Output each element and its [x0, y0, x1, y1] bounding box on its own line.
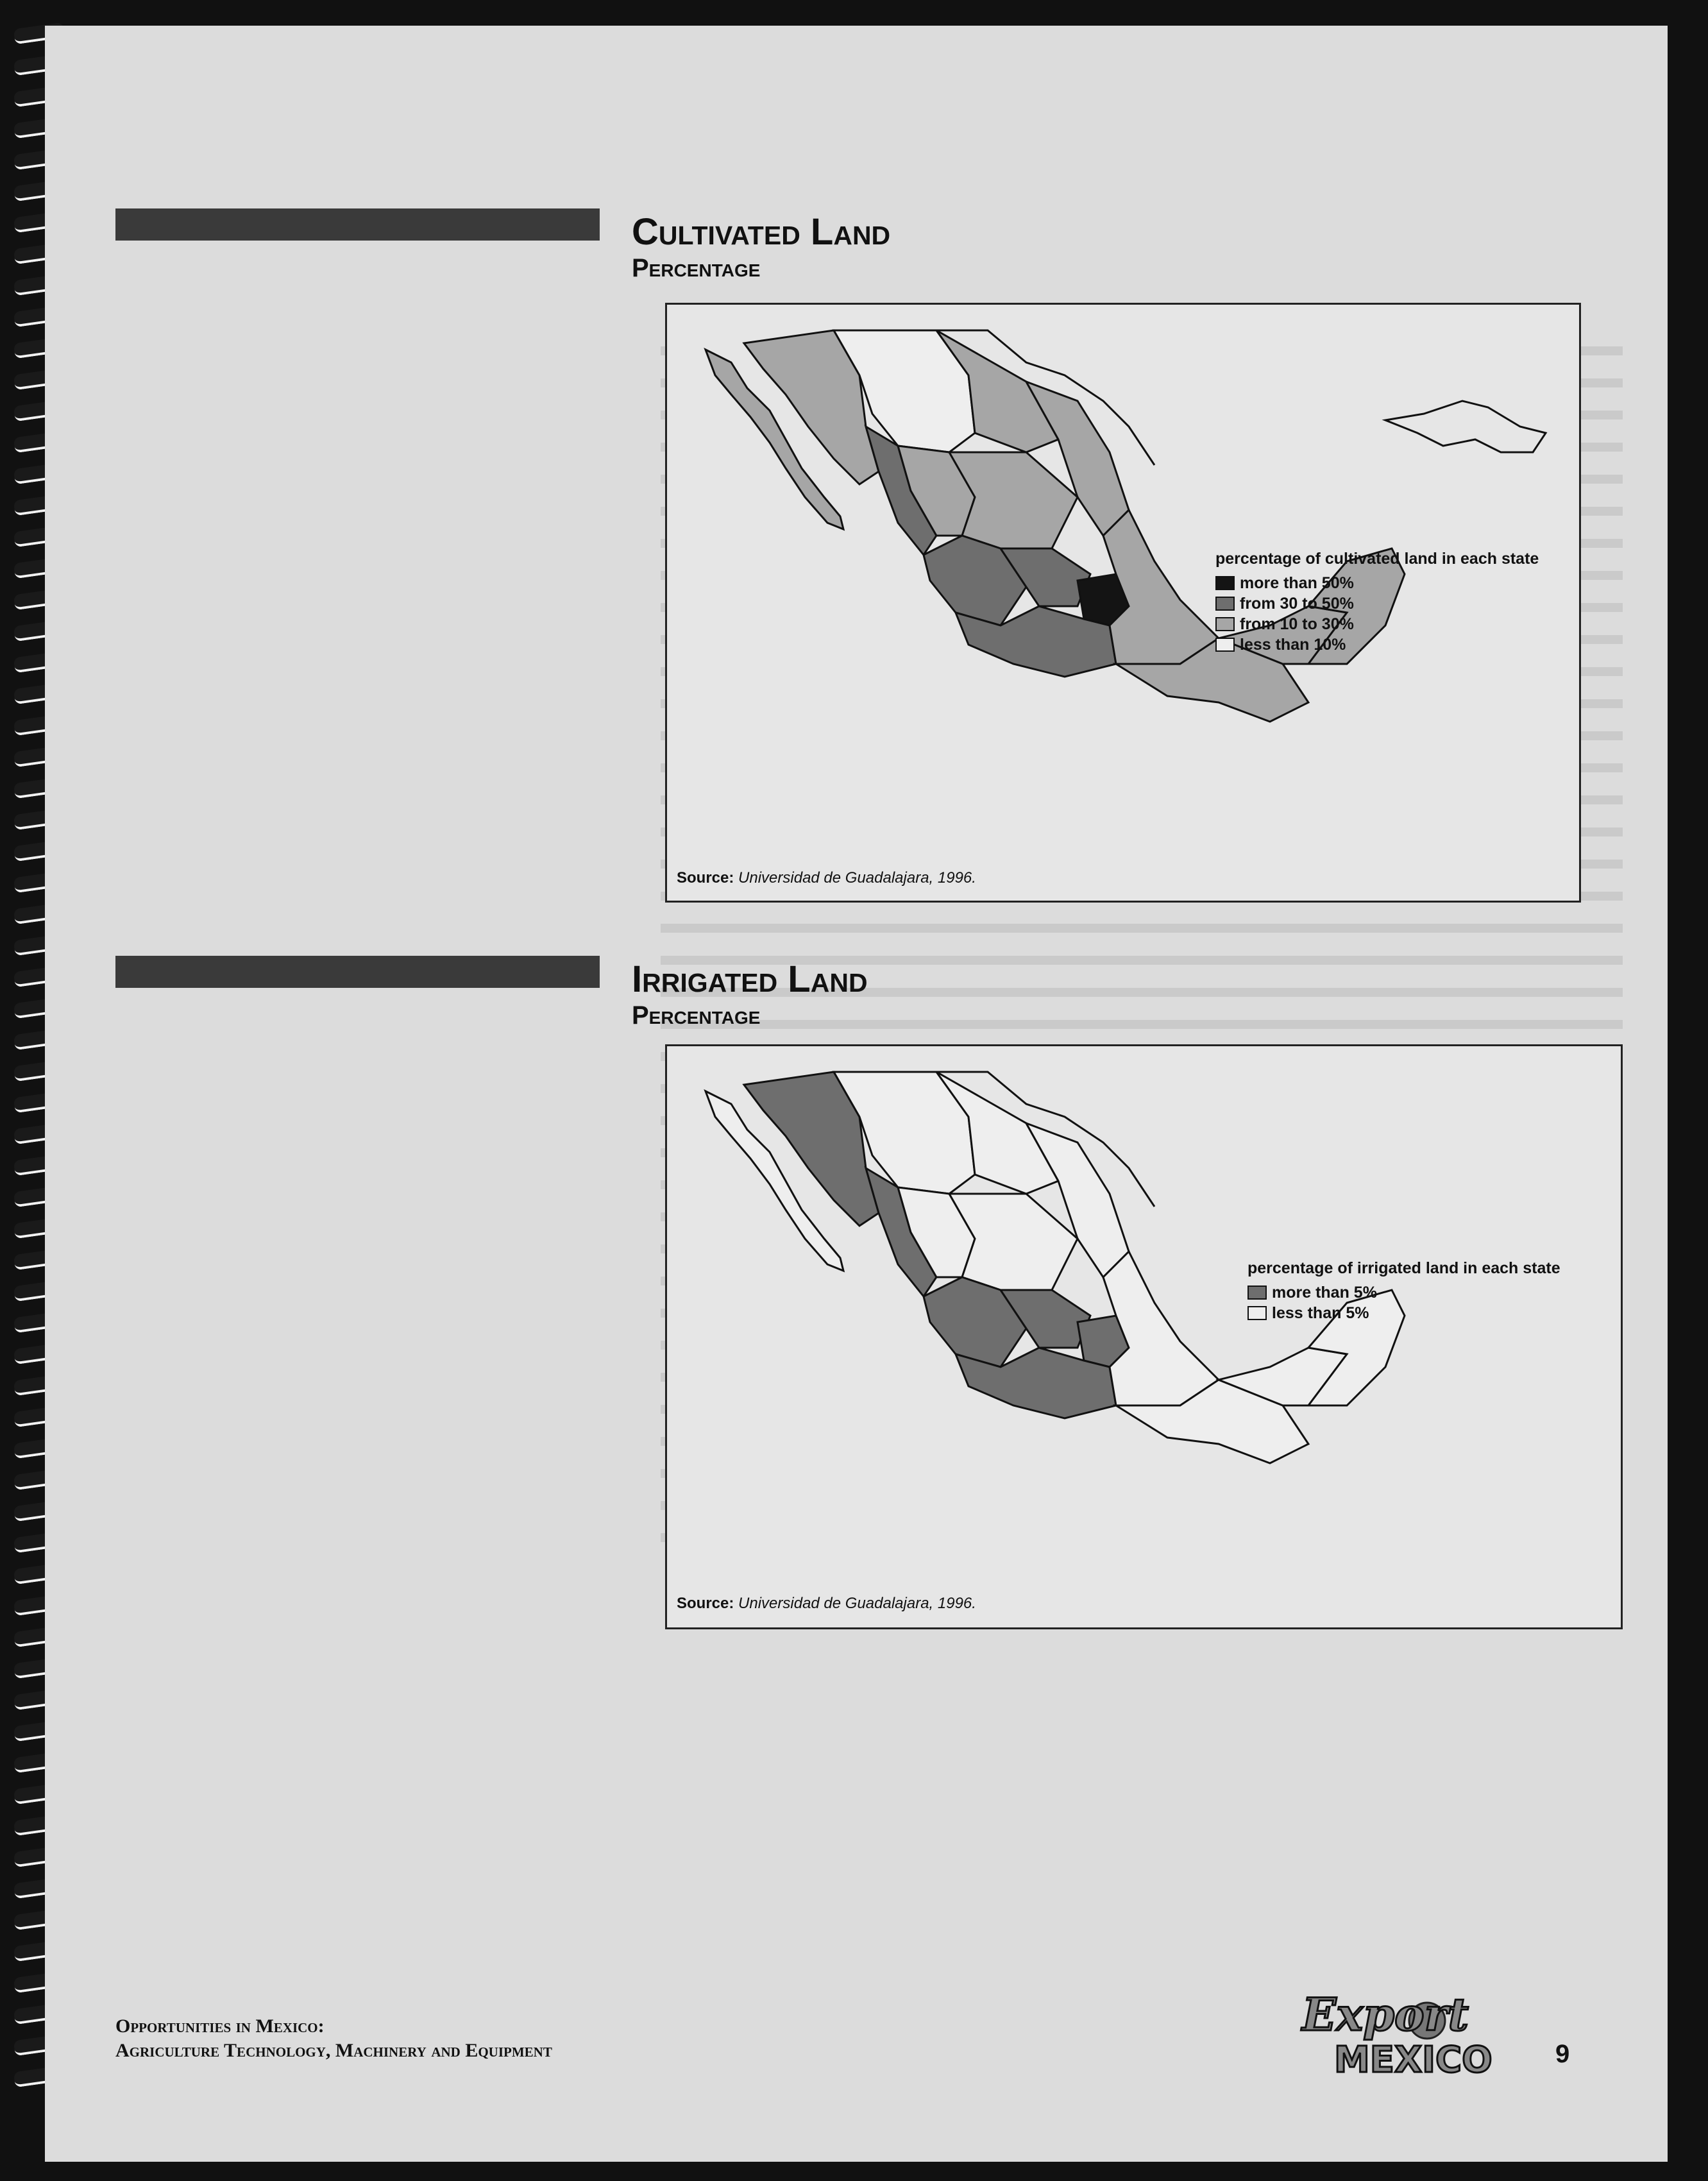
irrigated-source [677, 1595, 976, 1613]
irrigated-legend [1247, 1258, 1560, 1323]
source-text: Universidad de Guadalajara, 1996. [738, 869, 976, 887]
section-subtitle: Percentage [632, 254, 761, 282]
legend-item [1215, 614, 1539, 634]
source-text: Universidad de Guadalajara, 1996. [738, 1595, 976, 1612]
legend-title: percentage of cultivated land in each state [1215, 550, 1539, 568]
section-title: Irrigated Land [632, 958, 868, 1000]
page-footer [115, 2014, 552, 2063]
legend-swatch [1215, 617, 1235, 631]
legend-item [1215, 573, 1539, 593]
legend-swatch [1215, 576, 1235, 590]
legend-title: percentage of irrigated land in each state [1247, 1259, 1560, 1277]
legend-item [1215, 593, 1539, 614]
footer-line-1: Opportunities in Mexico: [115, 2016, 325, 2037]
page-number: 9 [1555, 2040, 1570, 2068]
cultivated-land-map [665, 303, 1581, 903]
legend-swatch [1215, 597, 1235, 611]
source-label: Source: [677, 869, 734, 887]
cultivated-land-title [632, 212, 890, 284]
section-bar-cultivated [115, 208, 600, 241]
legend-label: less than 10% [1240, 636, 1346, 654]
legend-item [1247, 1303, 1560, 1323]
legend-swatch [1215, 638, 1235, 652]
legend-item [1247, 1282, 1560, 1303]
legend-label: more than 5% [1272, 1284, 1377, 1302]
legend-label: less than 5% [1272, 1304, 1369, 1322]
legend-swatch [1247, 1306, 1267, 1320]
legend-label: more than 50% [1240, 574, 1354, 592]
legend-label: from 10 to 30% [1240, 615, 1354, 633]
svg-text:Export: Export [1302, 1988, 1469, 2041]
legend-label: from 30 to 50% [1240, 595, 1354, 613]
svg-text:MEXICO: MEXICO [1334, 2039, 1492, 2081]
footer-line-2: Agriculture Technology, Machinery and Equipment [115, 2040, 552, 2061]
section-bar-irrigated [115, 956, 600, 988]
irrigated-land-title [632, 959, 868, 1031]
cultivated-legend [1215, 548, 1539, 655]
export-mexico-logo [1296, 1985, 1501, 2082]
mexico-map-irrigated [667, 1046, 1621, 1627]
source-label: Source: [677, 1595, 734, 1612]
cultivated-source [677, 869, 976, 887]
section-title: Cultivated Land [632, 211, 891, 253]
section-subtitle: Percentage [632, 1001, 761, 1030]
legend-item [1215, 634, 1539, 655]
legend-swatch [1247, 1286, 1267, 1300]
irrigated-land-map [665, 1044, 1623, 1629]
